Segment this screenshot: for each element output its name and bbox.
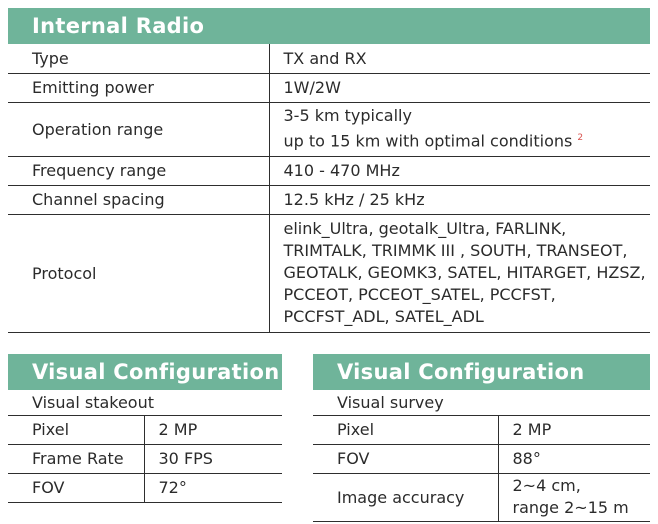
row-label: FOV — [32, 478, 65, 497]
table-row — [313, 390, 650, 415]
table-row — [8, 73, 650, 102]
row-label: Protocol — [32, 263, 97, 283]
row-label: Image accuracy — [337, 487, 465, 507]
footnote-marker: 2 — [577, 133, 584, 144]
table-row — [8, 44, 650, 73]
row-value: 88° — [498, 444, 650, 473]
table-row — [313, 444, 650, 473]
table-row — [313, 473, 650, 521]
value-line: TRIMTALK, TRIMMK III , SOUTH, TRANSEOT, — [283, 241, 628, 260]
table-row — [313, 415, 650, 444]
table-row — [8, 156, 650, 185]
table-row — [8, 444, 282, 473]
row-value — [269, 102, 650, 156]
row-label: Type — [32, 48, 69, 68]
internal-radio-table — [8, 44, 650, 333]
row-label: Pixel — [32, 420, 70, 439]
table-row — [8, 473, 282, 502]
row-label: Operation range — [32, 119, 164, 139]
visual-config-left-header — [8, 354, 282, 390]
row-value: 2 MP — [498, 415, 650, 444]
value-line: 2~4 cm, — [512, 476, 581, 495]
row-value: 2 MP — [144, 415, 282, 444]
table-row — [8, 185, 650, 214]
row-label: Pixel — [337, 420, 375, 439]
table-row — [8, 390, 282, 415]
table-row — [8, 415, 282, 444]
visual-config-right-title: Visual Configuration — [337, 360, 585, 384]
table-row — [8, 214, 650, 332]
row-value: 12.5 kHz / 25 kHz — [269, 185, 650, 214]
row-value: 72° — [144, 473, 282, 502]
row-label: Frequency range — [32, 161, 167, 180]
subheading: Visual survey — [337, 392, 444, 412]
row-value — [498, 473, 650, 521]
visual-config-right-table — [313, 390, 650, 522]
visual-config-left-title: Visual Configuration — [32, 360, 280, 384]
row-label: Channel spacing — [32, 190, 165, 209]
value-line: GEOTALK, GEOMK3, SATEL, HITARGET, HZSZ, — [283, 263, 646, 282]
value-line: elink_Ultra, geotalk_Ultra, FARLINK, — [283, 219, 567, 238]
row-value: 30 FPS — [144, 444, 282, 473]
row-value: 1W/2W — [269, 73, 650, 102]
value-line: PCCFST_ADL, SATEL_ADL — [283, 307, 484, 326]
visual-config-right-header — [313, 354, 650, 390]
value-line: PCCEOT, PCCEOT_SATEL, PCCFST, — [283, 285, 556, 304]
row-value — [269, 214, 650, 332]
table-row — [8, 102, 650, 156]
row-value: TX and RX — [269, 44, 650, 73]
visual-config-left-table — [8, 390, 282, 503]
row-label: Emitting power — [32, 78, 154, 97]
value-line: up to 15 km with optimal conditions — [283, 131, 573, 151]
value-line: 3-5 km typically — [283, 106, 412, 126]
value-line: range 2~15 m — [512, 498, 629, 517]
row-value: 410 - 470 MHz — [269, 156, 650, 185]
subheading: Visual stakeout — [32, 392, 155, 412]
internal-radio-header — [8, 8, 650, 44]
row-label: Frame Rate — [32, 449, 124, 468]
internal-radio-title: Internal Radio — [32, 14, 205, 38]
row-label: FOV — [337, 449, 370, 468]
